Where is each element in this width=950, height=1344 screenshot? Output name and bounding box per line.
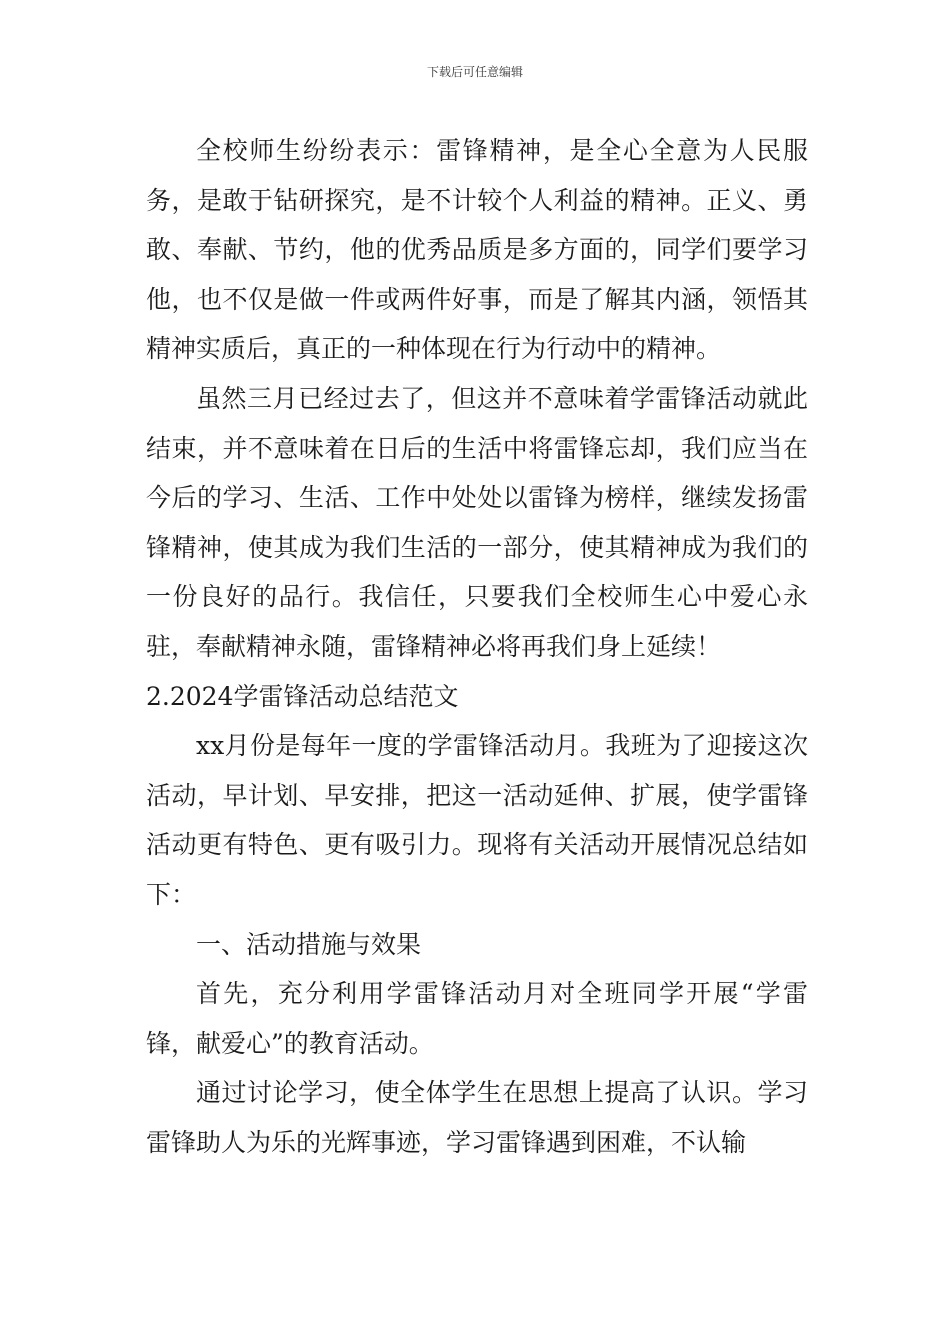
- paragraph-march-continuation: 虽然三月已经过去了，但这并不意味着学雷锋活动就此结束，并不意味着在日后的生活中将雷锋忘却，我们应当在今后的学习、生活、工作中处处以雷锋为榜样，继续发扬雷锋精神，使其成为我们生活的一部分，使其精神成为我们的一份良好的品行。我信任，只要我们全校师生心中爱心永驻，奉献精神永随，雷锋精神必将再我们身上延续！: [146, 383, 808, 661]
- document-body: [146, 126, 808, 1167]
- paragraph-education-activity: 首先，充分利用学雷锋活动月对全班同学开展“学雷锋，献爱心”的教育活动。: [146, 979, 808, 1058]
- page-header: 下载后可任意编辑: [426, 65, 523, 79]
- paragraph-lei-feng-spirit: 全校师生纷纷表示：雷锋精神，是全心全意为人民服务，是敢于钻研探究，是不计较个人利益的精神。正义、勇敢、奉献、节约，他的优秀品质是多方面的，同学们要学习他，也不仅是做一件或两件好事，而是了解其内涵，领悟其精神实质后，真正的一种体现在行为行动中的精神。: [146, 136, 808, 364]
- paragraph-discussion-study: 通过讨论学习，使全体学生在思想上提高了认识。学习雷锋助人为乐的光辉事迹，学习雷锋遇到困难，不认输: [146, 1078, 808, 1157]
- subheading-measures: 一、活动措施与效果: [196, 929, 422, 959]
- paragraph-activity-month: xx月份是每年一度的学雷锋活动月。我班为了迎接这次活动，早计划、早安排，把这一活动延伸、扩展，使学雷锋活动更有特色、更有吸引力。现将有关活动开展情况总结如下：: [146, 731, 808, 909]
- section-heading: 2.2024学雷锋活动总结范文: [146, 681, 459, 711]
